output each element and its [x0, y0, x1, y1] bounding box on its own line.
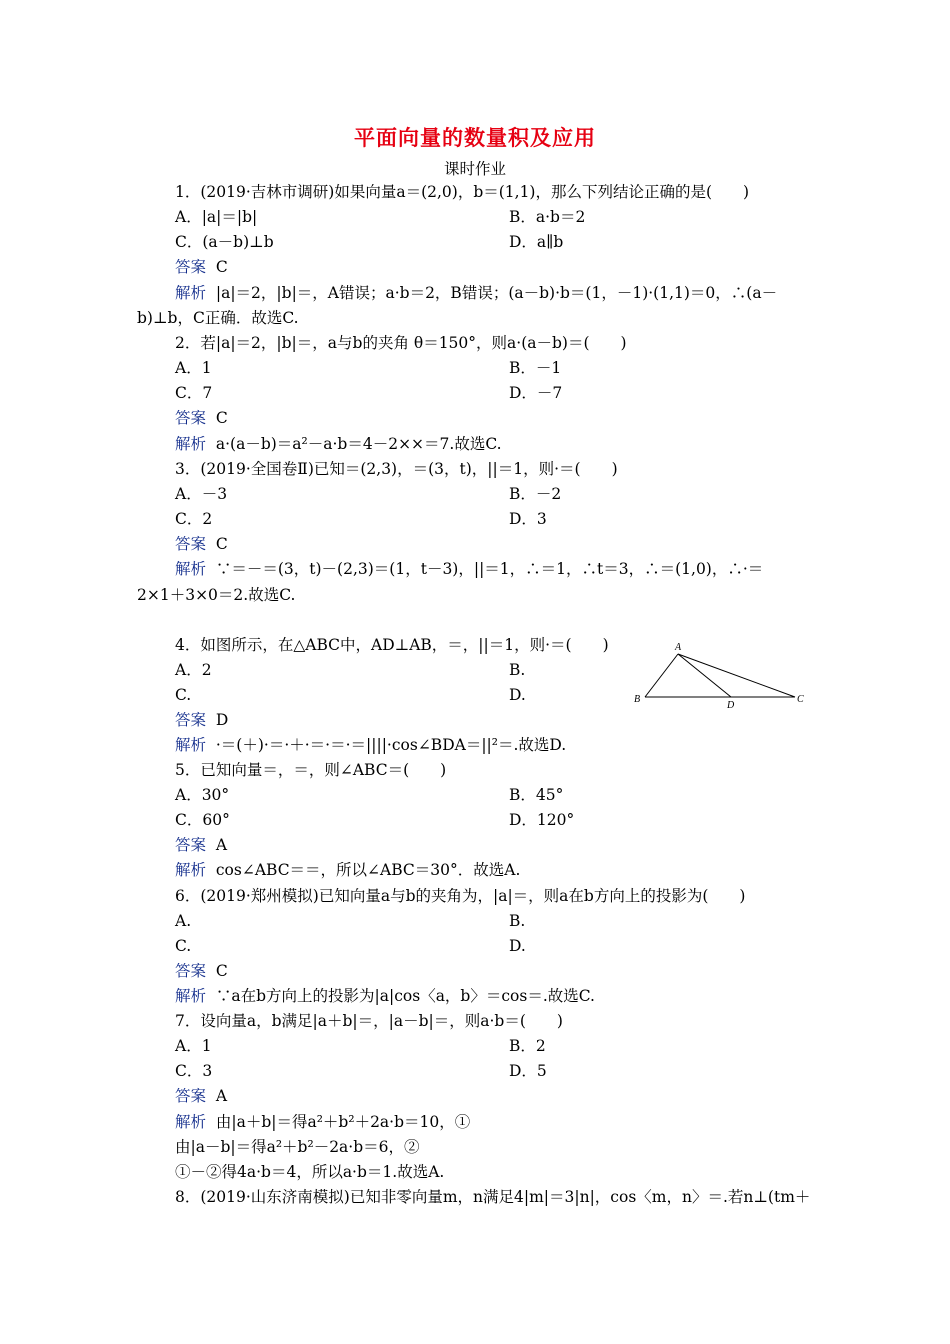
q3-option-c: C．2	[175, 510, 213, 528]
answer-label: 答案	[175, 836, 207, 854]
q2-stem: 2．若|a|＝2，|b|＝，a与b的夹角 θ＝150°，则a·(a－b)＝( )	[175, 334, 627, 352]
q7-analysis-line3: ①－②得4a·b＝4，所以a·b＝1.故选A.	[175, 1163, 445, 1181]
q6-analysis-row	[175, 986, 595, 1006]
q7-option-b: B．2	[509, 1037, 546, 1055]
analysis-label: 解析	[175, 736, 207, 754]
q1-option-c: C．(a－b)⊥b	[175, 233, 274, 251]
answer-label: 答案	[175, 711, 207, 729]
answer-label: 答案	[175, 962, 207, 980]
q6-option-c: C.	[175, 937, 192, 955]
q3-option-d: D．3	[509, 510, 547, 528]
answer-label: 答案	[175, 409, 207, 427]
q3-answer-row	[175, 534, 228, 554]
q1-answer-row	[175, 257, 228, 277]
q1-option-d: D．a∥b	[509, 233, 564, 251]
q5-option-a: A．30°	[175, 786, 230, 804]
q2-option-c: C．7	[175, 384, 213, 402]
q7-analysis: 由|a＋b|＝得a²＋b²＋2a·b＝10，①	[215, 1113, 471, 1131]
side-ab	[645, 654, 678, 697]
q5-analysis-row	[175, 860, 520, 880]
q5-analysis: cos∠ABC＝＝，所以∠ABC＝30°．故选A.	[215, 861, 521, 879]
q4-stem: 4．如图所示，在△ABC中，AD⊥AB，＝，||＝1，则·＝( )	[175, 636, 609, 654]
q5-stem: 5．已知向量＝，＝，则∠ABC＝( )	[175, 761, 447, 779]
q2-option-b: B．－1	[509, 359, 562, 377]
q2-option-d: D．－7	[509, 384, 563, 402]
point-d-label: D	[727, 700, 735, 711]
q7-option-c: C．3	[175, 1062, 213, 1080]
analysis-label: 解析	[175, 284, 207, 302]
q2-analysis: a·(a－b)＝a²－a·b＝4－2××＝7.故选C.	[215, 435, 502, 453]
q2-option-a: A．1	[175, 359, 212, 377]
q6-analysis: ∵a在b方向上的投影为|a|cos〈a，b〉＝cos＝.故选C.	[215, 987, 595, 1005]
analysis-label: 解析	[175, 435, 207, 453]
q5-option-c: C．60°	[175, 811, 230, 829]
analysis-label: 解析	[175, 861, 207, 879]
q1-analysis-row	[175, 283, 777, 303]
q4-analysis: ·＝(＋)·＝·＋·＝·＝·＝||||·cos∠BDA＝||²＝.故选D.	[215, 736, 567, 754]
q4-answer: D	[215, 711, 229, 729]
q8-stem: 8．(2019·山东济南模拟)已知非零向量m，n满足4|m|＝3|n|，cos〈m，n〉＝.若n⊥(tm＋	[175, 1188, 811, 1206]
answer-label: 答案	[175, 1087, 207, 1105]
triangle-figure	[630, 640, 820, 712]
q4-option-d: D.	[509, 686, 526, 704]
q3-stem: 3．(2019·全国卷Ⅱ)已知＝(2,3)，＝(3，t)，||＝1，则·＝( )	[175, 460, 618, 478]
q6-option-a: A.	[175, 912, 192, 930]
q7-analysis-row	[175, 1112, 470, 1132]
q3-option-a: A．－3	[175, 485, 228, 503]
q6-option-b: B.	[509, 912, 526, 930]
q7-answer: A	[215, 1087, 228, 1105]
q4-analysis-row	[175, 735, 566, 755]
q7-analysis-line2: 由|a－b|＝得a²＋b²－2a·b＝6，②	[175, 1138, 420, 1156]
q2-answer-row	[175, 408, 228, 428]
q3-analysis-row	[175, 559, 763, 579]
q6-answer-row	[175, 961, 228, 981]
q3-analysis: ∵＝－＝(3，t)－(2,3)＝(1，t－3)，||＝1，∴＝1，∴t＝3，∴＝(1,0)，∴·＝	[215, 560, 764, 578]
q6-stem: 6．(2019·郑州模拟)已知向量a与b的夹角为，|a|＝，则a在b方向上的投影为( )	[175, 887, 746, 905]
analysis-label: 解析	[175, 560, 207, 578]
page-title: 平面向量的数量积及应用	[354, 125, 596, 150]
answer-label: 答案	[175, 258, 207, 276]
q4-option-c: C.	[175, 686, 192, 704]
q1-option-a: A．|a|＝|b|	[175, 208, 258, 226]
q1-stem: 1．(2019·吉林市调研)如果向量a＝(2,0)，b＝(1,1)，那么下列结论正确的是( )	[175, 183, 750, 201]
segment-ad	[678, 654, 731, 697]
q5-answer: A	[215, 836, 228, 854]
q5-option-d: D．120°	[509, 811, 575, 829]
q6-option-d: D.	[509, 937, 526, 955]
q5-answer-row	[175, 835, 227, 855]
q6-answer: C	[215, 962, 228, 980]
analysis-label: 解析	[175, 1113, 207, 1131]
q4-answer-row	[175, 710, 228, 730]
q1-option-b: B．a·b＝2	[509, 208, 586, 226]
q1-answer: C	[215, 258, 228, 276]
q1-analysis: |a|＝2，|b|＝，A错误；a·b＝2，B错误；(a－b)·b＝(1，－1)·(1,1)＝0，∴(a－	[215, 284, 778, 302]
q4-option-a: A．2	[175, 661, 212, 679]
answer-label: 答案	[175, 535, 207, 553]
q3-option-b: B．－2	[509, 485, 562, 503]
q2-analysis-row	[175, 434, 502, 454]
q7-stem: 7．设向量a，b满足|a＋b|＝，|a－b|＝，则a·b＝( )	[175, 1012, 563, 1030]
q4-option-b: B.	[509, 661, 526, 679]
vertex-a-label: A	[675, 642, 682, 653]
q3-analysis-cont: 2×1＋3×0＝2.故选C.	[137, 586, 296, 604]
page-subtitle: 课时作业	[443, 160, 506, 178]
q5-option-b: B．45°	[509, 786, 564, 804]
q7-answer-row	[175, 1086, 227, 1106]
q3-answer: C	[215, 535, 228, 553]
q1-analysis-cont: b)⊥b，C正确．故选C.	[137, 309, 299, 327]
q7-option-d: D．5	[509, 1062, 547, 1080]
analysis-label: 解析	[175, 987, 207, 1005]
q7-option-a: A．1	[175, 1037, 212, 1055]
vertex-b-label: B	[634, 694, 641, 705]
vertex-c-label: C	[797, 694, 804, 705]
q2-answer: C	[215, 409, 228, 427]
side-ac	[678, 654, 795, 697]
